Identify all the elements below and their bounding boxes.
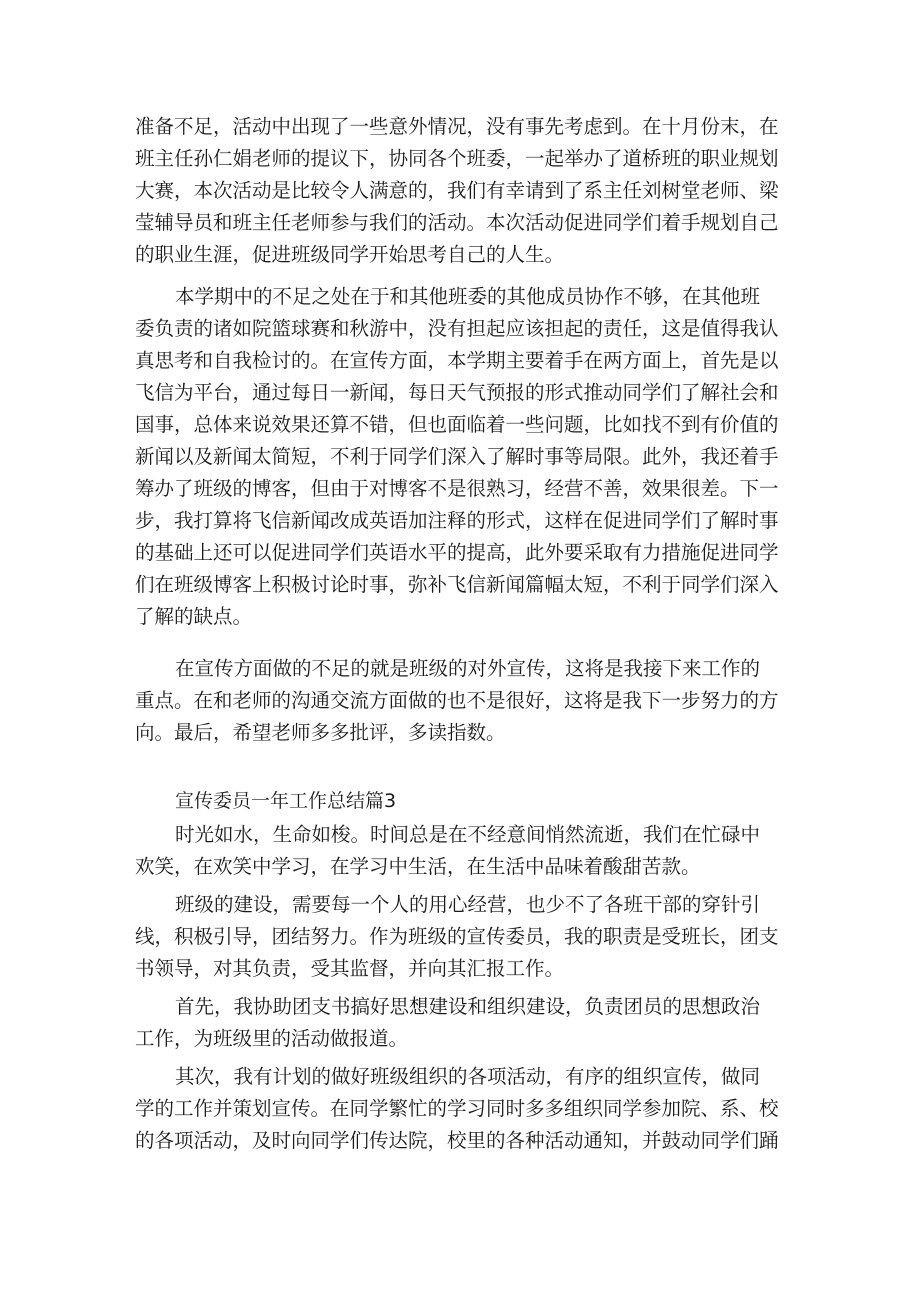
paragraph-line: 线，积极引导，团结努力。作为班级的宣传委员，我的职责是受班长，团支 [135, 925, 779, 948]
paragraph-line: 的职业生涯，促进班级同学开始思考自己的人生。 [135, 243, 565, 266]
paragraph-line: 真思考和自我检讨的。在宣传方面，本学期主要着手在两方面上，首先是以 [135, 349, 779, 372]
paragraph-line: 工作，为班级里的活动做报道。 [135, 1027, 409, 1050]
paragraph-line: 本学期中的不足之处在于和其他班委的其他成员协作不够，在其他班 [175, 285, 761, 308]
paragraph-line: 向。最后，希望老师多多批评，多读指数。 [135, 721, 506, 744]
paragraph-line: 准备不足，活动中出现了一些意外情况，没有事先考虑到。在十月份末，在 [135, 115, 779, 138]
paragraph-line: 时光如水，生命如梭。时间总是在不经意间悄然流逝，我们在忙碌中 [175, 823, 761, 846]
paragraph-line: 新闻以及新闻太简短，不利于同学们深入了解时事等局限。此外，我还着手 [135, 445, 779, 468]
paragraph-line: 在宣传方面做的不足的就是班级的对外宣传，这将是我接下来工作的 [175, 657, 761, 680]
paragraph-line: 飞信为平台，通过每日一新闻，每日天气预报的形式推动同学们了解社会和 [135, 381, 779, 404]
paragraph-line: 们在班级博客上积极讨论时事，弥补飞信新闻篇幅太短，不利于同学们深入 [135, 573, 779, 596]
paragraph-line: 班级的建设，需要每一个人的用心经营，也少不了各班干部的穿针引 [175, 893, 761, 916]
paragraph-line: 大赛，本次活动是比较令人满意的，我们有幸请到了系主任刘树堂老师、梁 [135, 179, 779, 202]
paragraph-line: 书领导，对其负责，受其监督，并向其汇报工作。 [135, 957, 565, 980]
paragraph-line: 步，我打算将飞信新闻改成英语加注释的形式，这样在促进同学们了解时事 [135, 509, 779, 532]
paragraph-line: 欢笑，在欢笑中学习，在学习中生活，在生活中品味着酸甜苦款。 [135, 855, 701, 878]
paragraph-line: 重点。在和老师的沟通交流方面做的也不是很好，这将是我下一步努力的方 [135, 689, 779, 712]
paragraph-line: 学的工作并策划宣传。在同学繁忙的学习同时多多组织同学参加院、系、校 [135, 1097, 779, 1120]
paragraph-line: 莹辅导员和班主任老师参与我们的活动。本次活动促进同学们着手规划自己 [135, 211, 779, 234]
paragraph-line: 班主任孙仁娟老师的提议下，协同各个班委，一起举办了道桥班的职业规划 [135, 147, 779, 170]
section-title: 宣传委员一年工作总结篇3 [175, 790, 397, 812]
paragraph-line: 国事，总体来说效果还算不错，但也面临着一些问题，比如找不到有价值的 [135, 413, 779, 436]
paragraph-line: 首先，我协助团支书搞好思想建设和组织建设，负责团员的思想政治 [175, 995, 761, 1018]
paragraph-line: 了解的缺点。 [135, 605, 253, 628]
paragraph-line: 筹办了班级的博客，但由于对博客不是很熟习，经营不善，效果很差。下一 [135, 477, 779, 500]
paragraph-line: 委负责的诸如院篮球赛和秋游中，没有担起应该担起的责任，这是值得我认 [135, 317, 779, 340]
paragraph-line: 的各项活动，及时向同学们传达院，校里的各种活动通知，并鼓动同学们踊 [135, 1129, 779, 1152]
paragraph-line: 的基础上还可以促进同学们英语水平的提高，此外要采取有力措施促进同学 [135, 541, 779, 564]
paragraph-line: 其次，我有计划的做好班级组织的各项活动，有序的组织宣传，做同 [175, 1065, 761, 1088]
